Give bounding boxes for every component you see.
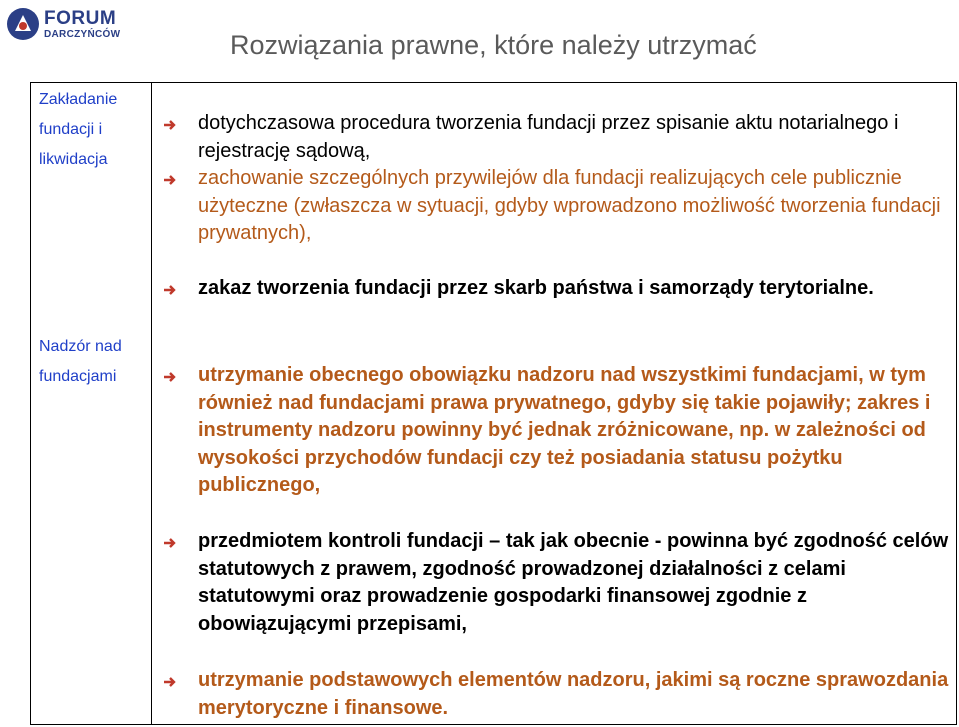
forum-logo bbox=[6, 4, 126, 44]
arrow-right-icon bbox=[163, 536, 177, 550]
logo-subtitle: DARCZYŃCÓW bbox=[44, 28, 121, 40]
arrow-right-icon bbox=[163, 675, 177, 689]
list-item-text: przedmiotem kontroli fundacji – tak jak obecnie - powinna być zgodność celów statutowych z prawem, zgodność prowadzonej działalności z celami statutowymi oraz prowadzenie gospodarki finansowej zgodnie z obowiązującymi przepisami, bbox=[198, 530, 949, 635]
page-title: Rozwiązania prawne, które należy utrzymać bbox=[230, 30, 757, 60]
logo-name: FORUM bbox=[44, 7, 117, 29]
section-label-line: Nadzór nad bbox=[39, 338, 122, 355]
arrow-right-icon bbox=[163, 173, 177, 187]
arrow-right-icon bbox=[163, 283, 177, 297]
list-item-text: utrzymanie podstawowych elementów nadzoru, jakimi są roczne sprawozdania merytoryczne i finansowe. bbox=[198, 669, 949, 719]
list-item-text: zachowanie szczególnych przywilejów dla fundacji realizujących cele publicznie użyteczne (zwłaszcza w sytuacji, gdyby wprowadzono możliwość tworzenia fundacji prywatnych), bbox=[198, 167, 941, 244]
arrow-right-icon bbox=[163, 118, 177, 132]
list-item-text: dotychczasowa procedura tworzenia fundacji przez spisanie aktu notarialnego i rejestrację sądową, bbox=[198, 112, 899, 162]
section-label-column bbox=[31, 83, 152, 724]
arrow-right-icon bbox=[163, 370, 177, 384]
list-item-text: zakaz tworzenia fundacji przez skarb państwa i samorządy terytorialne. bbox=[198, 277, 874, 299]
section-label-supervision bbox=[39, 332, 122, 392]
section-label-founding bbox=[39, 85, 117, 175]
section-label-line: likwidacja bbox=[39, 151, 108, 168]
section-label-line: Zakładanie bbox=[39, 91, 118, 108]
section-label-line: fundacjami bbox=[39, 368, 117, 385]
list-item-text: utrzymanie obecnego obowiązku nadzoru nad wszystkimi fundacjami, w tym również nad fundacjami prawa prywatnego, gdyby się takie pojawiły; zakres i instrumenty nadzoru powinny być jednak zróżnicowane, np. w zależności od wysokości przychodów fundacji czy też posiadania statusu pożytku publicznego, bbox=[198, 364, 931, 496]
forum-logo-icon bbox=[6, 7, 40, 41]
section-label-line: fundacji i bbox=[39, 121, 103, 138]
